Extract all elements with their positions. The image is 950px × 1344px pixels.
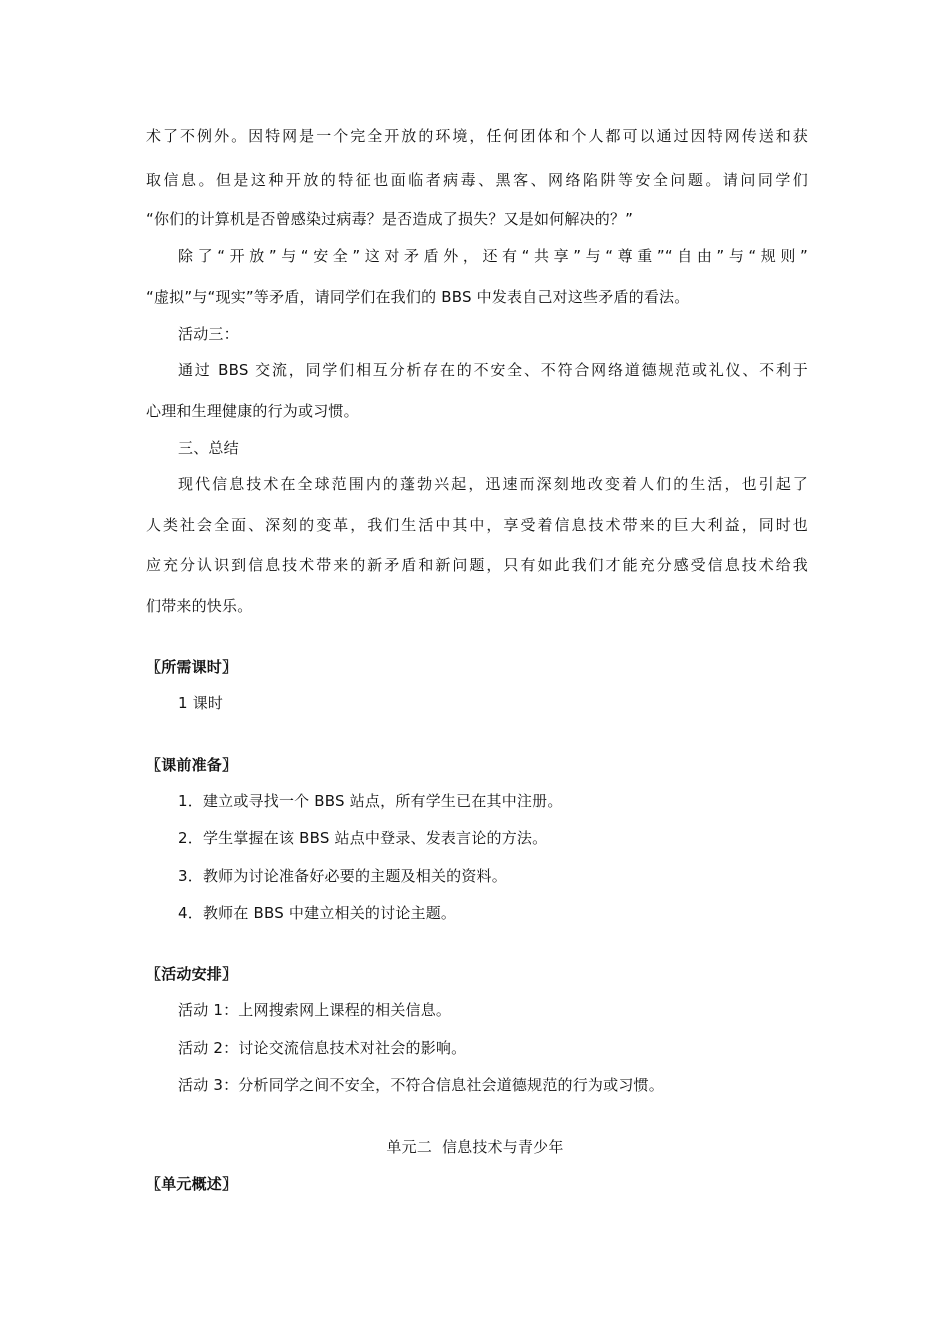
intro-line-1: 术了不例外。因特网是一个完全开放的环境，任何团体和个人都可以通过因特网传送和获 (146, 127, 808, 145)
prep-item: 4．教师在 BBS 中建立相关的讨论主题。 (178, 904, 457, 922)
activities-heading: 〖活动安排〗 (146, 965, 238, 983)
hours-value: 1 课时 (178, 694, 224, 712)
prep-heading: 〖课前准备〗 (146, 756, 238, 774)
prep-item: 3．教师为讨论准备好必要的主题及相关的资料。 (178, 867, 507, 885)
summary-line-1: 现代信息技术在全球范围内的蓬勃兴起，迅速而深刻地改变着人们的生活，也引起了 (178, 475, 808, 493)
contradictions-line-2: “虚拟”与“现实”等矛盾，请同学们在我们的 BBS 中发表自己对这些矛盾的看法。 (146, 288, 690, 306)
prep-item: 2．学生掌握在该 BBS 站点中登录、发表言论的方法。 (178, 829, 548, 847)
summary-line-2: 人类社会全面、深刻的变革，我们生活中其中，享受着信息技术带来的巨大利益，同时也 (146, 516, 808, 534)
prep-item: 1．建立或寻找一个 BBS 站点，所有学生已在其中注册。 (178, 792, 563, 810)
summary-line-3: 应充分认识到信息技术带来的新矛盾和新问题，只有如此我们才能充分感受信息技术给我 (146, 556, 808, 574)
intro-line-3: “你们的计算机是否曾感染过病毒？是否造成了损失？又是如何解决的？” (146, 210, 634, 228)
activity-item: 活动 2：讨论交流信息技术对社会的影响。 (178, 1039, 467, 1057)
contradictions-line-1: 除了“开放”与“安全”这对矛盾外，还有“共享”与“尊重”“自由”与“规则” (178, 247, 808, 265)
intro-line-2: 取信息。但是这种开放的特征也面临者病毒、黑客、网络陷阱等安全问题。请问同学们 (146, 171, 808, 189)
overview-heading: 〖单元概述〗 (146, 1175, 238, 1193)
unit-title: 单元二 信息技术与青少年 (386, 1138, 564, 1156)
activity-three-line-2: 心理和生理健康的行为或习惯。 (146, 402, 359, 420)
activity-item: 活动 3：分析同学之间不安全，不符合信息社会道德规范的行为或习惯。 (178, 1076, 664, 1094)
activity-three-line-1: 通过 BBS 交流，同学们相互分析存在的不安全、不符合网络道德规范或礼仪、不利于 (178, 361, 808, 379)
summary-line-4: 们带来的快乐。 (146, 597, 253, 615)
summary-label: 三、总结 (178, 439, 239, 457)
activity-item: 活动 1：上网搜索网上课程的相关信息。 (178, 1001, 452, 1019)
activity-three-label: 活动三： (178, 325, 239, 343)
hours-heading: 〖所需课时〗 (146, 658, 238, 676)
